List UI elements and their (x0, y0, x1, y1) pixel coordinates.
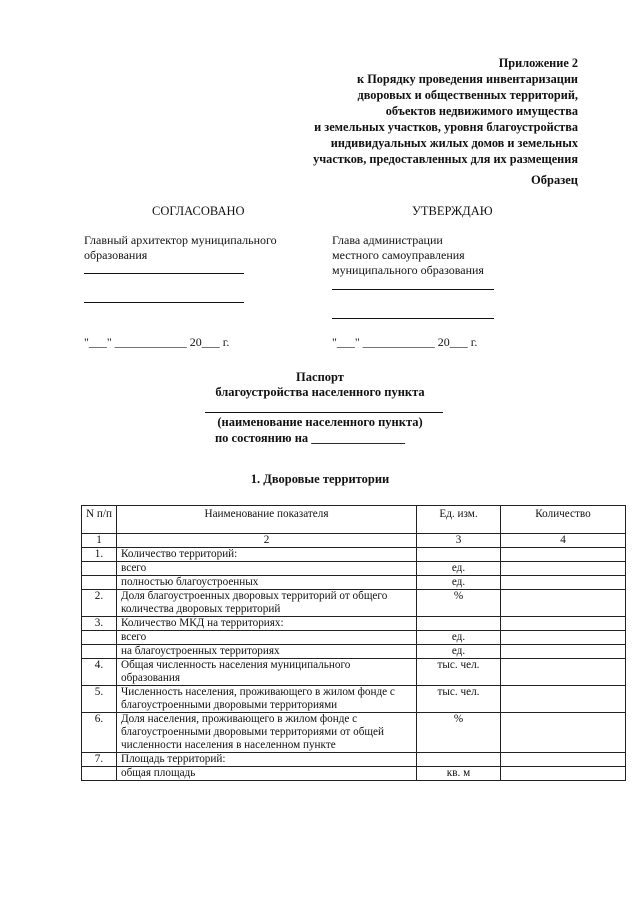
row-unit: ед. (417, 631, 501, 645)
row-quantity (501, 713, 626, 753)
signature-line (332, 318, 494, 319)
settlement-name-hint: (наименование населенного пункта) (217, 415, 423, 429)
approve-block (332, 233, 552, 278)
table-body (82, 548, 626, 781)
row-number (82, 562, 117, 576)
approve-position-line: муниципального образования (332, 263, 484, 277)
row-name: Доля благоустроенных дворовых территорий от общего количества дворовых территорий (117, 590, 417, 617)
row-quantity (501, 590, 626, 617)
row-name: общая площадь (117, 767, 417, 781)
passport-subtitle: благоустройства населенного пункта (215, 385, 425, 399)
row-unit: кв. м (417, 767, 501, 781)
row-number: 7. (82, 753, 117, 767)
header-name: Наименование показателя (117, 506, 417, 534)
appendix-line: участков, предоставленных для их размещения (313, 152, 578, 166)
appendix-line: объектов недвижимого имущества (385, 104, 578, 118)
agreed-heading: СОГЛАСОВАНО (152, 204, 245, 218)
table-row (82, 562, 626, 576)
row-name: полностью благоустроенных (117, 576, 417, 590)
row-number (82, 767, 117, 781)
row-number: 6. (82, 713, 117, 753)
column-number: 2 (117, 534, 417, 548)
table-row (82, 645, 626, 659)
approve-position-line: Глава администрации (332, 233, 443, 247)
table-row (82, 576, 626, 590)
row-unit: ед. (417, 645, 501, 659)
appendix-line: и земельных участков, уровня благоустройства (314, 120, 578, 134)
agreed-position: Главный архитектор муниципального образования (84, 233, 277, 262)
row-quantity (501, 576, 626, 590)
row-unit: ед. (417, 576, 501, 590)
appendix-header (158, 55, 578, 167)
approve-heading: УТВЕРЖДАЮ (412, 204, 493, 218)
row-quantity (501, 617, 626, 631)
row-unit: % (417, 713, 501, 753)
agreed-block (84, 233, 314, 263)
settlement-name-line (205, 412, 443, 413)
agreed-date: "___" ____________ 20___ г. (84, 335, 230, 349)
approve-date: "___" ____________ 20___ г. (332, 335, 478, 349)
appendix-line: Приложение 2 (498, 56, 578, 70)
row-number: 4. (82, 659, 117, 686)
row-name: всего (117, 631, 417, 645)
indicators-table (81, 505, 626, 781)
row-quantity (501, 767, 626, 781)
row-unit (417, 753, 501, 767)
row-quantity (501, 645, 626, 659)
row-number (82, 645, 117, 659)
row-name: Общая численность населения муниципального образования (117, 659, 417, 686)
row-name: Численность населения, проживающего в жилом фонде с благоустроенными дворовыми территориями (117, 686, 417, 713)
row-unit (417, 617, 501, 631)
row-unit: тыс. чел. (417, 686, 501, 713)
column-number: 4 (501, 534, 626, 548)
table-row (82, 686, 626, 713)
table-row (82, 590, 626, 617)
row-unit: ед. (417, 562, 501, 576)
signature-line (84, 302, 244, 303)
row-quantity (501, 753, 626, 767)
header-qty: Количество (501, 506, 626, 534)
table-row (82, 617, 626, 631)
row-name: Площадь территорий: (117, 753, 417, 767)
row-number: 1. (82, 548, 117, 562)
row-number (82, 576, 117, 590)
table-row (82, 767, 626, 781)
row-quantity (501, 562, 626, 576)
section-title: 1. Дворовые территории (250, 472, 390, 486)
row-number: 3. (82, 617, 117, 631)
sample-label: Образец (531, 173, 578, 187)
row-name: Количество МКД на территориях: (117, 617, 417, 631)
row-name: Доля населения, проживающего в жилом фонде с благоустроенными дворовыми территориями от общей численности населения в населенном пункте (117, 713, 417, 753)
row-quantity (501, 631, 626, 645)
row-number: 2. (82, 590, 117, 617)
passport-title: Паспорт (296, 370, 344, 384)
signature-line (84, 273, 244, 274)
table-row (82, 713, 626, 753)
appendix-line: дворовых и общественных территорий, (357, 88, 578, 102)
row-quantity (501, 548, 626, 562)
table-row (82, 753, 626, 767)
column-number: 3 (417, 534, 501, 548)
appendix-line: к Порядку проведения инвентаризации (357, 72, 578, 86)
row-quantity (501, 659, 626, 686)
appendix-line: индивидуальных жилых домов и земельных (330, 136, 578, 150)
as-of-date: по состоянию на _______________ (214, 431, 406, 445)
table-row (82, 631, 626, 645)
approve-position-line: местного самоуправления (332, 248, 465, 262)
row-name: всего (117, 562, 417, 576)
signature-line (332, 289, 494, 290)
row-unit: % (417, 590, 501, 617)
table-row (82, 548, 626, 562)
row-number: 5. (82, 686, 117, 713)
row-number (82, 631, 117, 645)
row-unit: тыс. чел. (417, 659, 501, 686)
row-name: Количество территорий: (117, 548, 417, 562)
row-unit (417, 548, 501, 562)
row-name: на благоустроенных территориях (117, 645, 417, 659)
table-row (82, 659, 626, 686)
column-number: 1 (82, 534, 117, 548)
header-num: N п/п (82, 506, 117, 534)
row-quantity (501, 686, 626, 713)
header-unit: Ед. изм. (417, 506, 501, 534)
